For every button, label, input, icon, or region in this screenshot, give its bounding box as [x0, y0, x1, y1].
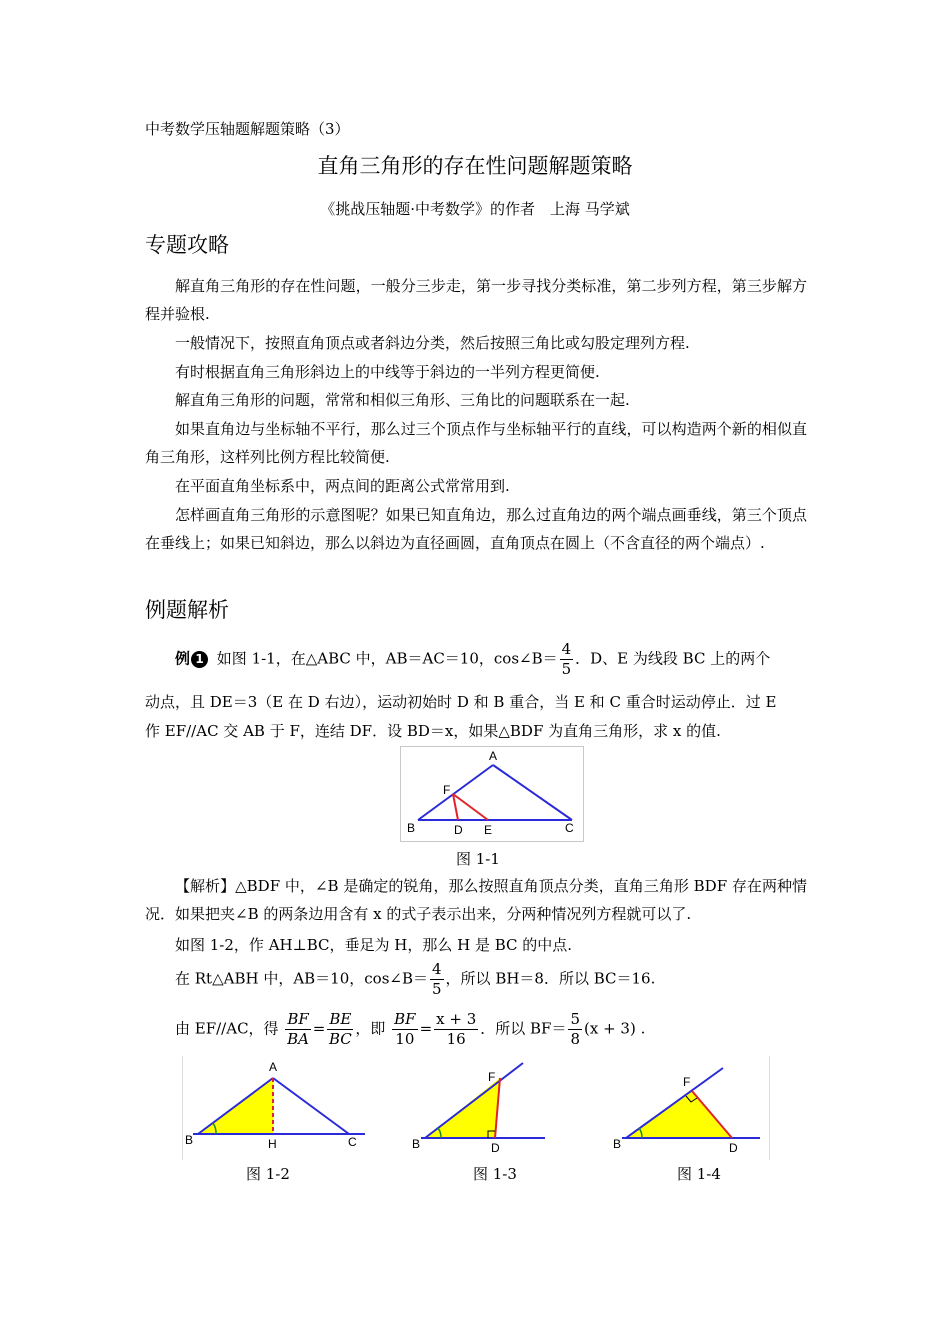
equals-sign: = [312, 1019, 326, 1038]
fraction-numerator: 5 [570, 1010, 580, 1028]
figure-1-3 [405, 1056, 555, 1156]
vertex-label-f: F [488, 1070, 496, 1084]
fraction-numerator: BE [329, 1010, 352, 1028]
solution-line3 [175, 960, 655, 999]
vertex-label-d: D [491, 1141, 500, 1155]
author-byline: 《挑战压轴题·中考数学》的作者 上海 马学斌 [320, 200, 630, 218]
fraction-x3-16 [434, 1010, 478, 1049]
fraction-denominator: 5 [561, 660, 572, 678]
vertex-label-b: B [407, 821, 416, 835]
strategy-paragraph: 有时根据直角三角形斜边上的中线等于斜边的一半列方程更简便. [175, 363, 600, 381]
equals-sign: = [419, 1019, 433, 1038]
strategy-paragraph: 在平面直角坐标系中，两点间的距离公式常常用到. [175, 477, 510, 495]
example1-text-b: ．D、E 为线段 BC 上的两个 [575, 649, 771, 668]
vertex-label-d: D [729, 1141, 738, 1155]
example1-line2: 动点，且 DE＝3（E 在 D 右边），运动初始时 D 和 B 重合，当 E 和 C 重合时运动停止．过 E [145, 693, 777, 711]
figure-caption: 图 1-2 [246, 1165, 290, 1183]
figure-caption: 图 1-3 [473, 1165, 517, 1183]
vertex-label-f: F [443, 783, 451, 797]
fraction-numerator: 4 [561, 640, 572, 658]
solution-line4-text-a: 由 EF//AC，得 [175, 1019, 279, 1038]
figure-caption: 图 1-1 [456, 850, 500, 868]
fraction-numerator: 4 [432, 960, 442, 978]
fraction-denominator: BC [328, 1030, 352, 1048]
fraction-cos-b [430, 960, 444, 999]
page-title: 直角三角形的存在性问题解题策略 [317, 154, 633, 178]
strategy-paragraph: 解直角三角形的问题，常常和相似三角形、三角比的问题联系在一起. [175, 391, 630, 409]
example1-line3: 作 EF//AC 交 AB 于 F，连结 DF．设 BD＝x，如果△BDF 为直角三角形，求 x 的值. [145, 722, 721, 740]
vertex-label-a: A [269, 1060, 278, 1074]
fraction-cos-b [560, 640, 574, 679]
strategy-paragraph: 怎样画直角三角形的示意图呢？如果已知直角边，那么过直角边的两个端点画垂线，第三个顶点在垂线上；如果已知斜边，那么以斜边为直径画圆，直角顶点在圆上（不含直径的两个端点）. [145, 506, 807, 552]
vertex-label-b: B [613, 1137, 622, 1151]
fraction-denominator: 10 [395, 1030, 415, 1048]
figure-1-1 [400, 746, 584, 842]
vertex-label-b: B [185, 1133, 194, 1147]
fraction-be-bc [327, 1010, 353, 1049]
solution-line4 [175, 1010, 645, 1049]
vertex-label-b: B [412, 1137, 421, 1151]
fraction-denominator: BA [287, 1030, 309, 1048]
fraction-5-8 [568, 1010, 582, 1049]
solution-paragraph: 【解析】△BDF 中，∠B 是确定的锐角，那么按照直角顶点分类，直角三角形 BDF 存在两种情况．如果把夹∠B 的两条边用含有 x 的式子表示出来，分两种情况列方程就可以了. [145, 877, 807, 923]
figure-caption: 图 1-4 [677, 1165, 721, 1183]
solution-line4-text-d: (x + 3) . [584, 1019, 646, 1038]
fraction-denominator: 5 [432, 980, 442, 998]
vertex-label-d: D [454, 823, 463, 837]
solution-line4-text-c: ．所以 BF＝ [480, 1019, 567, 1038]
example1-line1 [175, 640, 770, 679]
fraction-numerator: BF [394, 1010, 416, 1028]
solution-line2: 如图 1-2，作 AH⊥BC，垂足为 H，那么 H 是 BC 的中点. [175, 936, 573, 954]
vertex-label-f: F [683, 1075, 691, 1089]
vertex-label-a: A [489, 749, 498, 763]
fraction-denominator: 8 [570, 1030, 580, 1048]
section-heading-examples: 例题解析 [145, 598, 229, 622]
vertex-label-c: C [565, 821, 574, 835]
example-label: 例 [175, 649, 191, 668]
solution-line3-text-b: ，所以 BH＝8．所以 BC＝16. [445, 969, 656, 988]
fraction-numerator: x + 3 [436, 1010, 477, 1028]
example-number-badge: 1 [191, 651, 208, 668]
figure-1-4 [608, 1056, 768, 1156]
series-title: 中考数学压轴题解题策略（3） [145, 120, 350, 138]
section-heading-strategy: 专题攻略 [145, 233, 229, 257]
fraction-bf-10 [392, 1010, 417, 1049]
strategy-paragraph: 如果直角边与坐标轴不平行，那么过三个顶点作与坐标轴平行的直线，可以构造两个新的相似直角三角形，这样列比例方程比较简便. [145, 420, 807, 466]
vertex-label-h: H [268, 1137, 277, 1151]
vertex-label-c: C [348, 1135, 357, 1149]
strategy-paragraph: 一般情况下，按照直角顶点或者斜边分类，然后按照三角比或勾股定理列方程. [175, 334, 690, 352]
figure-1-2 [183, 1056, 373, 1156]
solution-line4-text-b: ，即 [355, 1019, 386, 1038]
vertex-label-e: E [484, 823, 493, 837]
strategy-paragraph: 解直角三角形的存在性问题，一般分三步走，第一步寻找分类标准，第二步列方程，第三步解方程并验根. [145, 277, 807, 323]
fraction-numerator: BF [287, 1010, 309, 1028]
solution-line3-text-a: 在 Rt△ABH 中，AB＝10，cos∠B＝ [175, 969, 428, 988]
fraction-denominator: 16 [446, 1030, 466, 1048]
example1-text-a: 如图 1-1，在△ABC 中，AB＝AC＝10，cos∠B＝ [216, 649, 558, 668]
fraction-bf-ba [285, 1010, 310, 1049]
